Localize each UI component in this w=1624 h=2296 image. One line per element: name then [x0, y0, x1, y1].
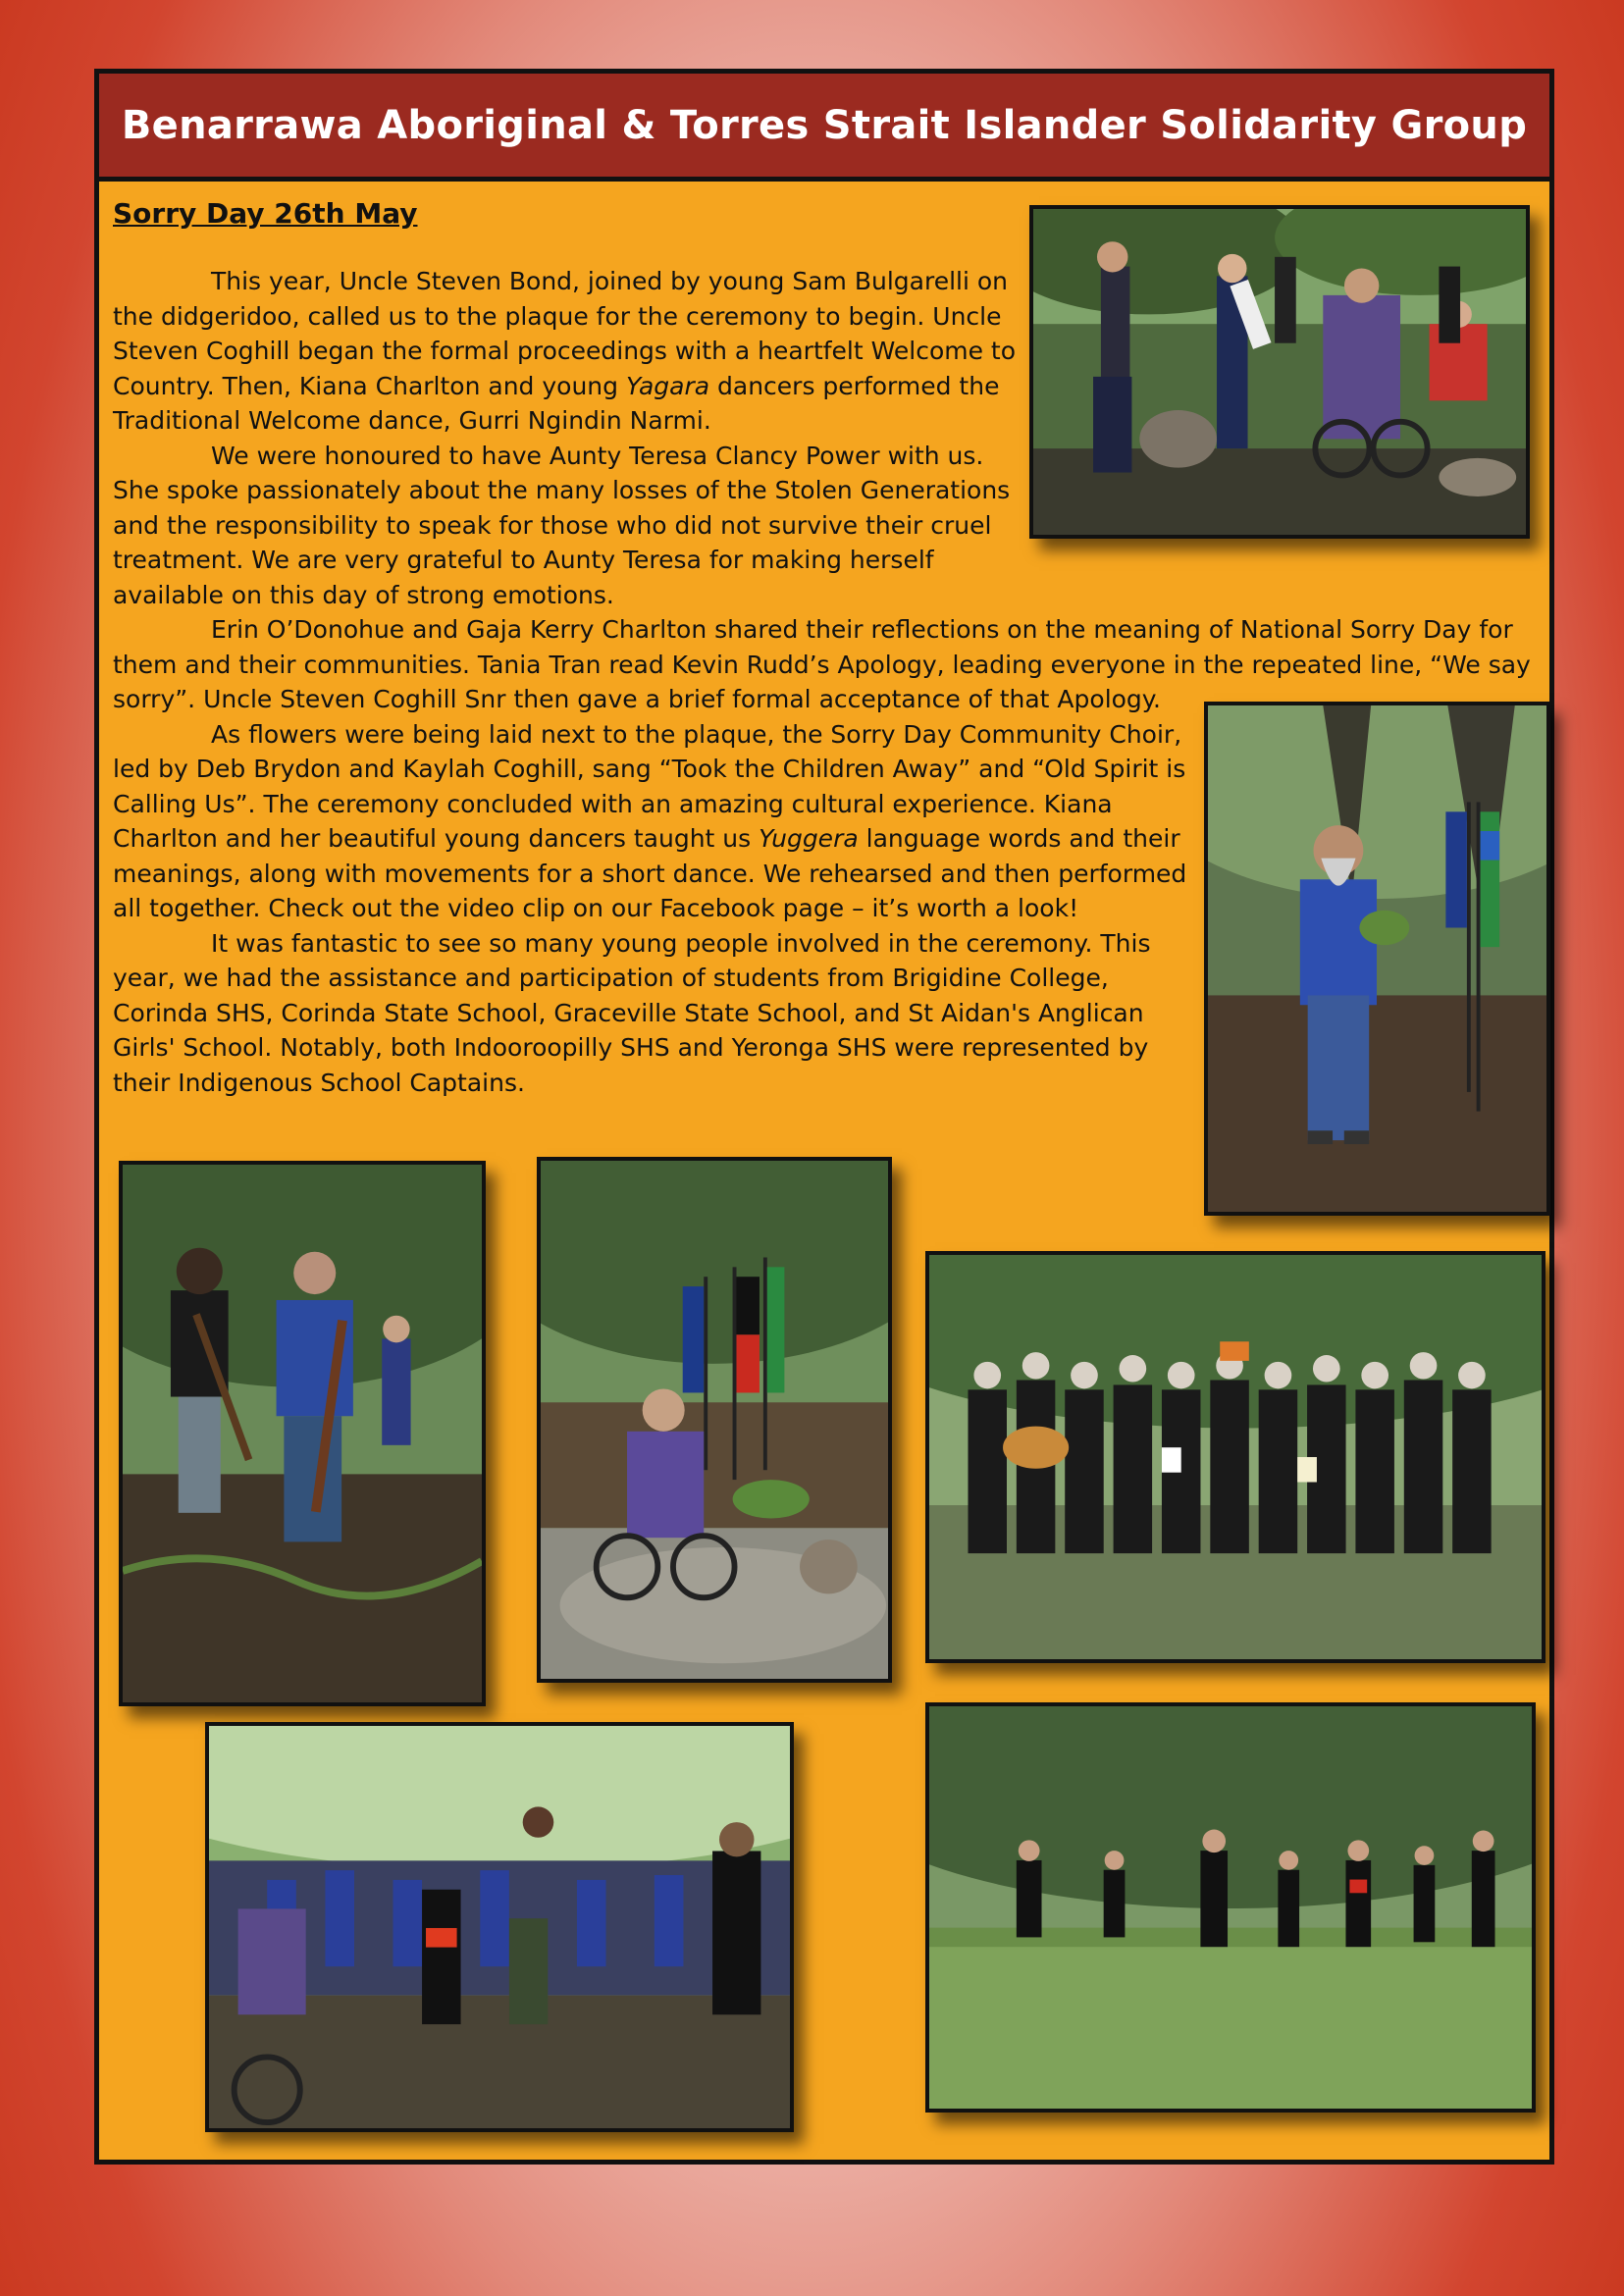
photo-dancing-on-grass [925, 1702, 1536, 2113]
banner-title: Benarrawa Aboriginal & Torres Strait Islander Solidarity Group [99, 74, 1549, 182]
photo-didgeridoo-players [119, 1161, 486, 1706]
newsletter-frame [94, 69, 1554, 2165]
paragraph-1: This year, Uncle Steven Bond, joined by young Sam Bulgarelli on the didgeridoo, called us to the plaque for the ceremony to begin. Uncle Steven Coghill began the formal proceedings with a heartfelt Welcome to Country. Then, Kiana Charlton and young Yagara dancers performed the Traditional Welcome dance, Gurri Ngindin Narmi. [113, 267, 1017, 435]
photo-community-choir [925, 1251, 1545, 1663]
paragraph-3: Erin O’Donohue and Gaja Kerry Charlton shared their reflections on the meaning of National Sorry Day for them and their communities. Tania Tran read Kevin Rudd’s Apology, leading everyone in the repeated line, “We say sorry”. Uncle Steven Coghill Snr then gave a brief formal acceptance of that Apology. [113, 615, 1531, 713]
paragraph-2: We were honoured to have Aunty Teresa Clancy Power with us. She spoke passionately about the many losses of the Stolen Generations and the responsibility to speak for those who did not survive their cruel treatment. We are very grateful to Aunty Teresa for making herself available on this day of strong emotions. [113, 441, 1011, 609]
article-heading: Sorry Day 26th May [113, 197, 418, 230]
paragraph-5: It was fantastic to see so many young people involved in the ceremony. This year, we had the assistance and participation of students from Brigidine College, Corinda SHS, Corinda State School, Graceville State School, and St Aidan's Anglican Girls' School. Notably, both Indooroopilly SHS and Yeronga SHS were represented by their Indigenous School Captains. [113, 928, 1151, 1097]
paragraph-4: As flowers were being laid next to the plaque, the Sorry Day Community Choir, led by Deb Brydon and Kaylah Coghill, sang “Took the Children Away” and “Old Spirit is Calling Us”. The ceremony concluded with an amazing cultural experience. Kiana Charlton and her beautiful young dancers taught us Yuggera language words and their meanings, along with movements for a short dance. We rehearsed and then performed all together. Check out the video clip on our Facebook page – it’s worth a look! [113, 719, 1187, 922]
photo-plaque-ceremony [1029, 205, 1530, 539]
photo-aunty-wheelchair [537, 1157, 892, 1683]
photo-elder-with-flags [1204, 702, 1550, 1216]
photo-young-dancers [205, 1722, 794, 2132]
